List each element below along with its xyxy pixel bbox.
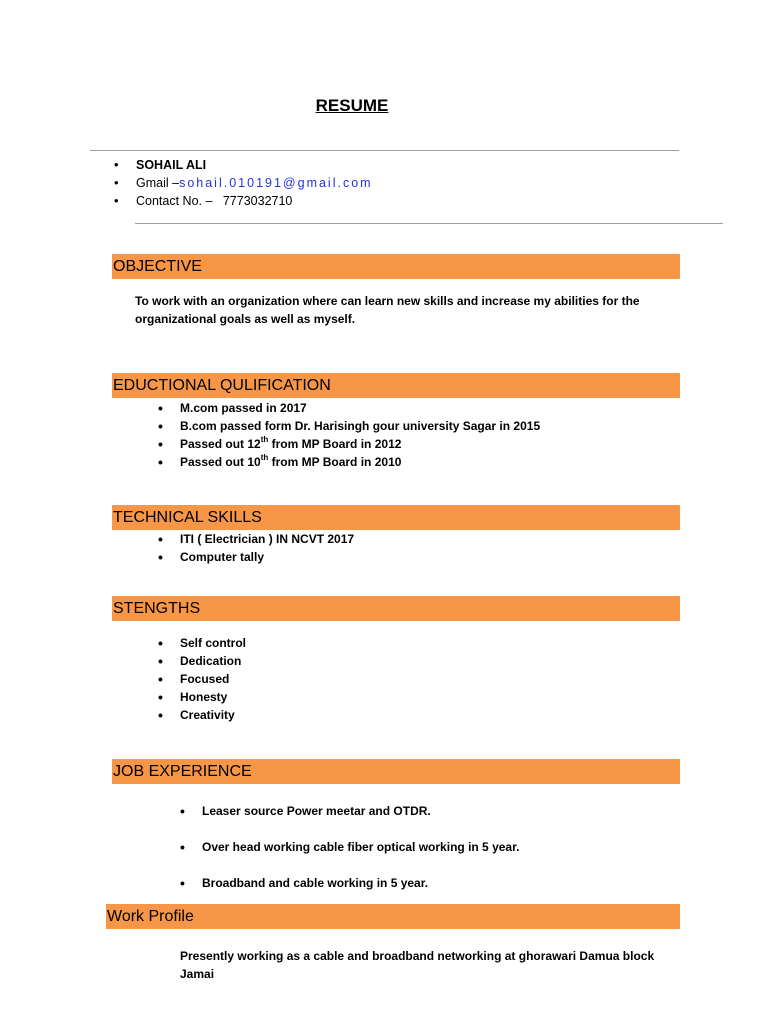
strengths-heading: STENGTHS	[113, 600, 201, 617]
contact-name: SOHAIL ALI	[136, 158, 207, 172]
strength-item: • Dedication	[158, 652, 658, 670]
technical-heading-band	[112, 505, 680, 530]
strength-item: • Creativity	[158, 706, 658, 724]
strength-item: • Self control	[158, 634, 658, 652]
contact-name-row	[114, 156, 373, 174]
strengths-heading-band	[112, 596, 680, 621]
strength-item: • Honesty	[158, 688, 658, 706]
education-list	[158, 399, 658, 471]
experience-item: • Over head working cable fiber optical working in 5 year.	[180, 838, 660, 874]
education-item: • Passed out 10th from MP Board in 2010	[158, 453, 658, 471]
divider-contact	[135, 223, 723, 224]
phone-label: Contact No. –	[136, 194, 213, 208]
contact-phone-row	[114, 192, 373, 210]
resume-title: RESUME	[315, 96, 389, 115]
experience-item: • Leaser source Power meetar and OTDR.	[180, 802, 660, 838]
bullet-icon: •	[114, 175, 119, 190]
experience-item: • Broadband and cable working in 5 year.	[180, 874, 660, 910]
work-profile-heading: Work Profile	[107, 908, 194, 925]
experience-heading-band	[112, 759, 680, 784]
experience-list	[180, 802, 660, 910]
objective-heading: OBJECTIVE	[113, 258, 202, 275]
contact-gmail-row	[114, 174, 373, 192]
technical-list	[158, 530, 658, 566]
work-profile-text: Presently working as a cable and broadband networking at ghorawari Damua block Jamai	[180, 949, 655, 981]
gmail-link[interactable]: sohail.010191@gmail.com	[179, 176, 373, 190]
strength-item: • Focused	[158, 670, 658, 688]
divider-top	[90, 150, 679, 151]
bullet-icon: •	[114, 157, 119, 172]
bullet-icon: •	[114, 193, 119, 208]
education-item: • Passed out 12th from MP Board in 2012	[158, 435, 658, 453]
objective-heading-band	[112, 254, 680, 279]
education-heading: EDUCTIONAL QULIFICATION	[113, 377, 331, 394]
strengths-list	[158, 634, 658, 724]
experience-heading: JOB EXPERIENCE	[113, 763, 252, 780]
gmail-label: Gmail –	[136, 176, 180, 190]
technical-item: • ITI ( Electrician ) IN NCVT 2017	[158, 530, 658, 548]
contact-block	[114, 156, 373, 210]
education-item: • B.com passed form Dr. Harisingh gour university Sagar in 2015	[158, 417, 658, 435]
work-profile-heading-band	[106, 904, 680, 929]
phone-value: 7773032710	[222, 194, 293, 208]
technical-heading: TECHNICAL SKILLS	[113, 509, 262, 526]
education-heading-band	[112, 373, 680, 398]
objective-text: To work with an organization where can learn new skills and increase my abilities for the organizational goals as well as myself.	[135, 294, 640, 326]
education-item: • M.com passed in 2017	[158, 399, 658, 417]
technical-item: • Computer tally	[158, 548, 658, 566]
